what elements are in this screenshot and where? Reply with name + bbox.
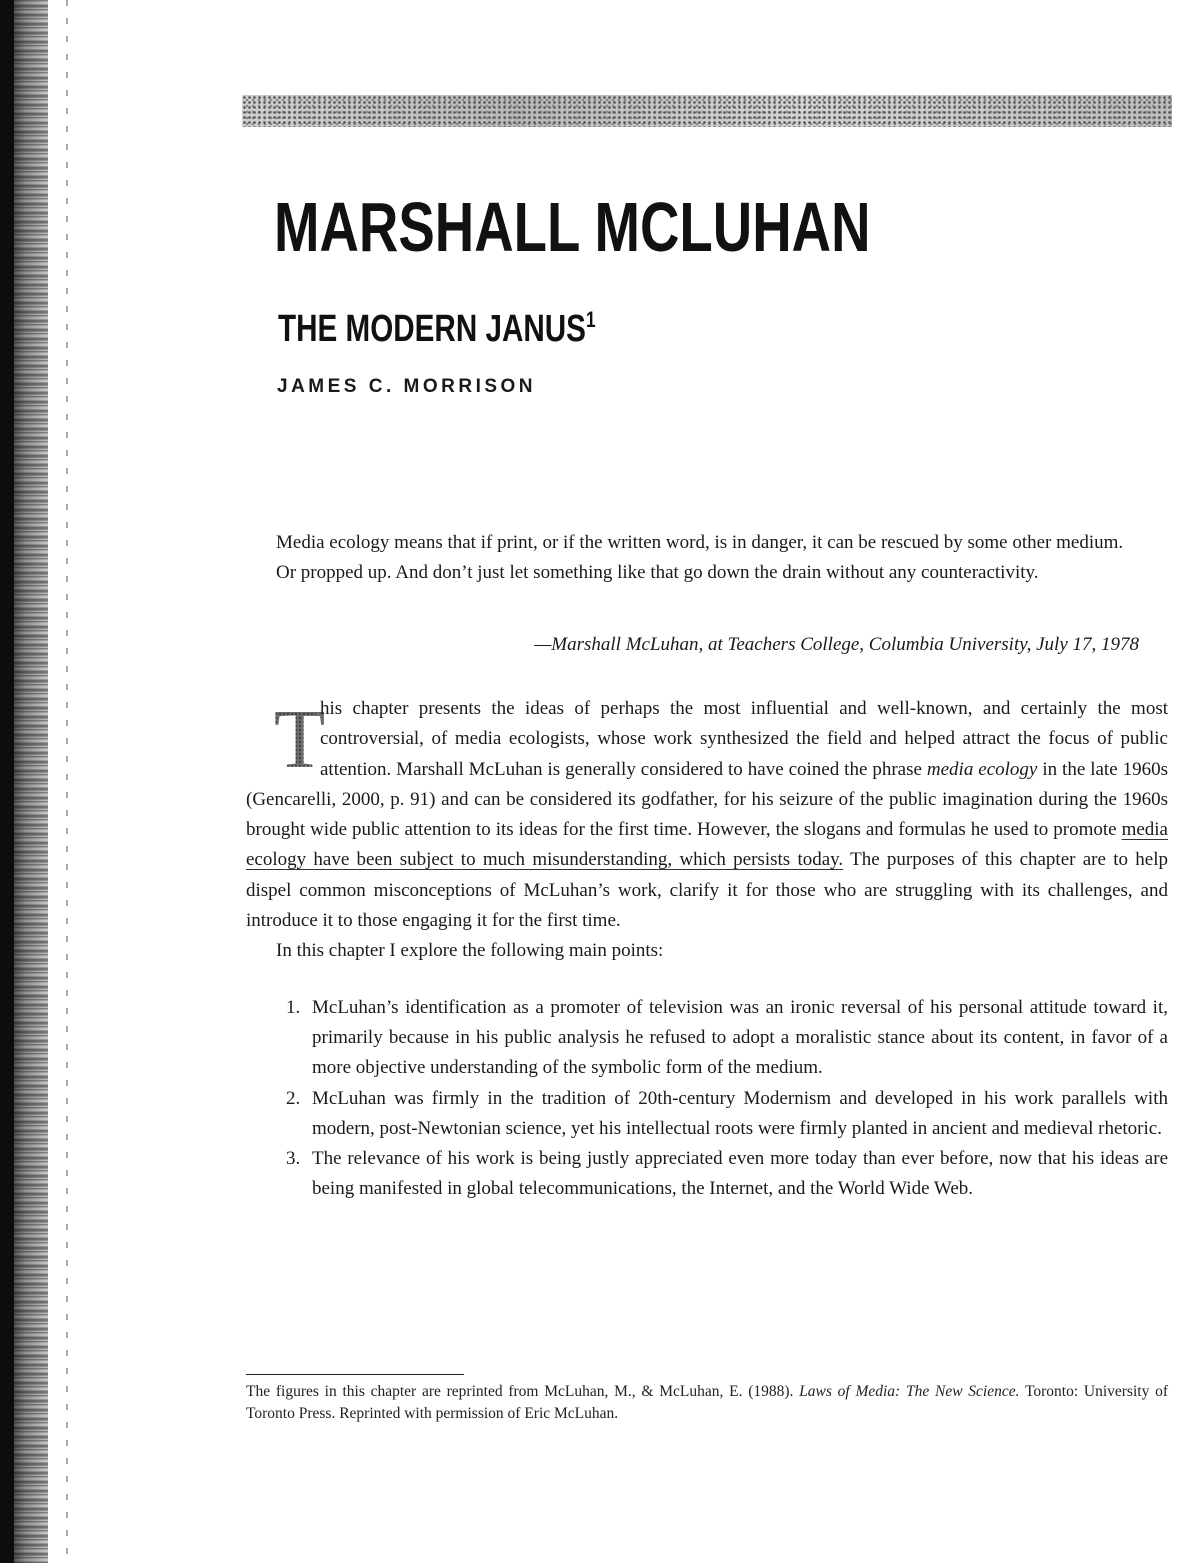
handwritten-underline-passage: media ecology have been subject to much misunderstanding, which persists today. [246,819,1168,871]
footnote-source-title: Laws of Media: The New Science. [799,1383,1020,1400]
list-item-text: The relevance of his work is being justly appreciated even more today than ever before, now that his ideas are being manifested in global telecommunications, the Internet, and the World Wide Web. [312,1148,1168,1200]
main-points-list [246,993,1168,1205]
opening-paragraph [246,694,1168,936]
footnote-text-a: The figures in this chapter are reprinted from McLuhan, M., & McLuhan, E. (1988). [246,1383,800,1400]
list-item [246,993,1168,1084]
epigraph-quote: Media ecology means that if print, or if the written word, is in danger, it can be rescued by some other medium. Or propped up. And don’t just let something like that go down the drain without any counteractivity. [276,532,1124,583]
footnote-text-b: Toronto: University of Toronto Press. Reprinted with permission of Eric McLuhan. [246,1383,1168,1422]
opening-text-b: in the late 1960s (Gencarelli, 2000, p. 91) and can be considered its godfather, for his seizure of the public imagination during the 1960s brought wide public attention to its ideas for the first time. However, the slogans and formulas he used to promote [246,758,1168,841]
opening-text-a: his chapter presents the ideas of perhaps the most influential and well-known, and certainly the most controversial, of media ecologists, whose work synthesized the field and helped attract the focus of public attention. Marshall McLuhan is generally considered to have coined the phrase [320,698,1168,780]
footnote-rule [246,1374,464,1375]
opening-text-c: The purposes of this chapter are to help dispel common misconceptions of McLuhan’s work, clarify it for those who are struggling with its challenges, and introduce it to those engaging it for the first time. [246,849,1168,932]
drop-cap [274,693,326,786]
scan-binding-edge [0,0,48,1563]
footnote [246,1381,1168,1425]
list-item [246,1144,1168,1205]
list-item-number: 1. [286,996,301,1018]
epigraph-attribution: —Marshall McLuhan, at Teachers College, Columbia University, July 17, 1978 [534,634,1139,655]
halftone-header-band [242,95,1172,127]
list-item-text: McLuhan was firmly in the tradition of 20th-century Modernism and developed in his work parallels with modern, post-Newtonian science, yet his intellectual roots were firmly planted in ancient and medieval rhetoric. [312,1087,1168,1139]
chapter-subtitle [278,296,596,353]
footnote-marker: 1 [585,307,596,332]
scan-speckle-line [66,0,68,1563]
drop-cap-letter: T [274,693,326,786]
list-item-text: McLuhan’s identification as a promoter of television was an ironic reversal of his personal attitude toward it, primarily because in his public analysis he refused to adopt a moralistic stance about its content, in favor of a more objective understanding of the symbolic form of the medium. [312,996,1168,1079]
list-item-number: 3. [286,1148,301,1170]
main-points-intro: In this chapter I explore the following main points: [276,940,664,962]
term-media-ecology: media ecology [926,758,1038,780]
author-name: JAMES C. MORRISON [277,376,537,397]
chapter-title: MARSHALL MCLUHAN [274,188,871,266]
chapter-body [246,694,1168,1205]
list-item [246,1084,1168,1145]
list-item-number: 2. [286,1087,301,1109]
chapter-subtitle-text: THE MODERN JANUS [278,308,586,350]
